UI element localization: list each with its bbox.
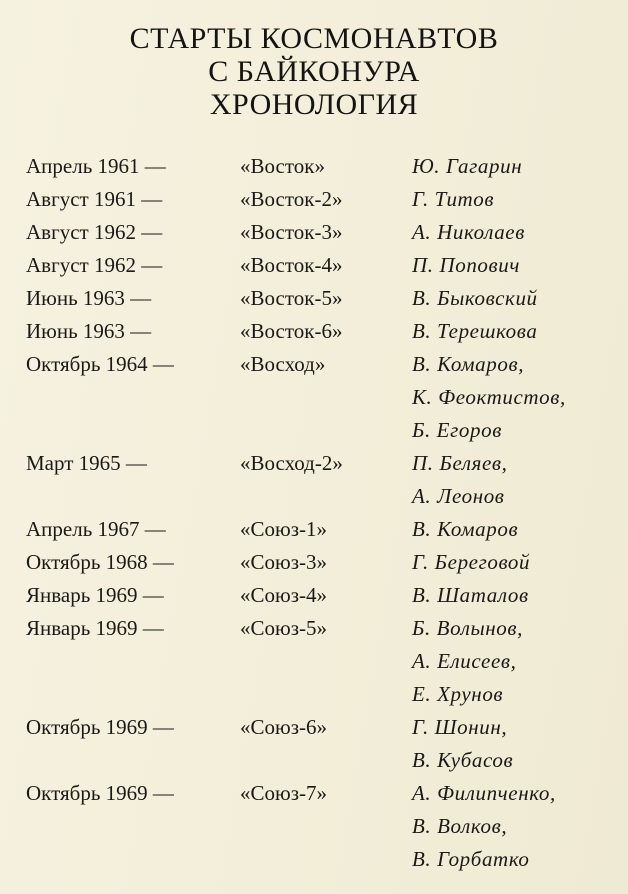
cosmonaut-name: Ю. Гагарин — [412, 154, 523, 178]
cosmonaut-name: В. Терешкова — [412, 319, 538, 343]
cosmonaut-name: Б. Егоров — [412, 418, 502, 442]
title-line: СТАРТЫ КОСМОНАВТОВ — [129, 22, 499, 55]
crew-list — [412, 315, 537, 348]
launch-entry — [0, 447, 628, 513]
spacecraft-name: «Восток-4» — [240, 253, 343, 277]
page-title — [0, 22, 628, 121]
spacecraft-name: «Союз-4» — [240, 583, 327, 607]
cosmonaut-name: Г. Титов — [412, 187, 495, 211]
spacecraft-name: «Восток» — [240, 154, 325, 178]
launch-date: Июнь 1963 — — [26, 286, 152, 310]
cosmonaut-name: В. Быковский — [412, 286, 538, 310]
launch-date: Октябрь 1969 — — [26, 781, 174, 805]
launch-date: Январь 1969 — — [26, 583, 164, 607]
spacecraft-name: «Восток-2» — [240, 187, 343, 211]
launch-entry — [0, 513, 628, 546]
spacecraft-name: «Восход» — [240, 352, 326, 376]
launch-entry — [0, 546, 628, 579]
launch-date: Октябрь 1968 — — [26, 550, 174, 574]
crew-list — [412, 777, 556, 876]
crew-list — [412, 282, 538, 315]
crew-list — [412, 183, 494, 216]
crew-list — [412, 546, 530, 579]
launch-date: Январь 1969 — — [26, 616, 164, 640]
cosmonaut-name: В. Кубасов — [412, 748, 514, 772]
launch-entry — [0, 315, 628, 348]
spacecraft-name: «Союз-5» — [240, 616, 327, 640]
crew-list — [412, 447, 507, 513]
launch-date: Апрель 1961 — — [26, 154, 166, 178]
spacecraft-name: «Союз-7» — [240, 781, 327, 805]
launch-date: Август 1961 — — [26, 187, 163, 211]
cosmonaut-name: А. Николаев — [412, 220, 525, 244]
cosmonaut-name: Е. Хрунов — [412, 682, 504, 706]
cosmonaut-name: В. Волков, — [412, 814, 508, 838]
cosmonaut-name: В. Горбатко — [412, 847, 530, 871]
launch-date: Август 1962 — — [26, 253, 163, 277]
launch-entry — [0, 282, 628, 315]
cosmonaut-name: П. Беляев, — [412, 451, 508, 475]
crew-list — [412, 216, 525, 249]
cosmonaut-name: А. Леонов — [412, 484, 505, 508]
crew-list — [412, 150, 522, 183]
spacecraft-name: «Восток-5» — [240, 286, 343, 310]
crew-list — [412, 249, 520, 282]
launch-entry — [0, 612, 628, 711]
spacecraft-name: «Восход-2» — [240, 451, 343, 475]
cosmonaut-name: Г. Береговой — [412, 550, 531, 574]
cosmonaut-name: В. Комаров — [412, 517, 519, 541]
title-line: ХРОНОЛОГИЯ — [209, 88, 419, 121]
launch-entry — [0, 183, 628, 216]
cosmonaut-name: Г. Шонин, — [412, 715, 508, 739]
launch-date: Апрель 1967 — — [26, 517, 166, 541]
launch-date: Март 1965 — — [26, 451, 147, 475]
crew-list — [412, 579, 529, 612]
launch-entry — [0, 348, 628, 447]
launch-date: Август 1962 — — [26, 220, 163, 244]
spacecraft-name: «Восток-3» — [240, 220, 343, 244]
spacecraft-name: «Союз-3» — [240, 550, 327, 574]
spacecraft-name: «Союз-6» — [240, 715, 327, 739]
launch-entry — [0, 711, 628, 777]
crew-list — [412, 513, 518, 546]
cosmonaut-name: В. Шаталов — [412, 583, 529, 607]
launch-entry — [0, 150, 628, 183]
launch-entry — [0, 249, 628, 282]
launch-date: Октябрь 1969 — — [26, 715, 174, 739]
cosmonaut-name: Б. Волынов, — [412, 616, 523, 640]
cosmonaut-name: К. Феоктистов, — [412, 385, 566, 409]
launch-entry — [0, 579, 628, 612]
launch-entry — [0, 777, 628, 876]
cosmonaut-name: А. Филипченко, — [412, 781, 556, 805]
crew-list — [412, 612, 523, 711]
spacecraft-name: «Восток-6» — [240, 319, 343, 343]
launch-date: Октябрь 1964 — — [26, 352, 174, 376]
spacecraft-name: «Союз-1» — [240, 517, 327, 541]
launch-entry — [0, 216, 628, 249]
cosmonaut-name: В. Комаров, — [412, 352, 525, 376]
launch-date: Июнь 1963 — — [26, 319, 152, 343]
cosmonaut-name: П. Попович — [412, 253, 520, 277]
crew-list — [412, 711, 513, 777]
cosmonaut-name: А. Елисеев, — [412, 649, 517, 673]
crew-list — [412, 348, 566, 447]
title-line: С БАЙКОНУРА — [208, 55, 420, 88]
